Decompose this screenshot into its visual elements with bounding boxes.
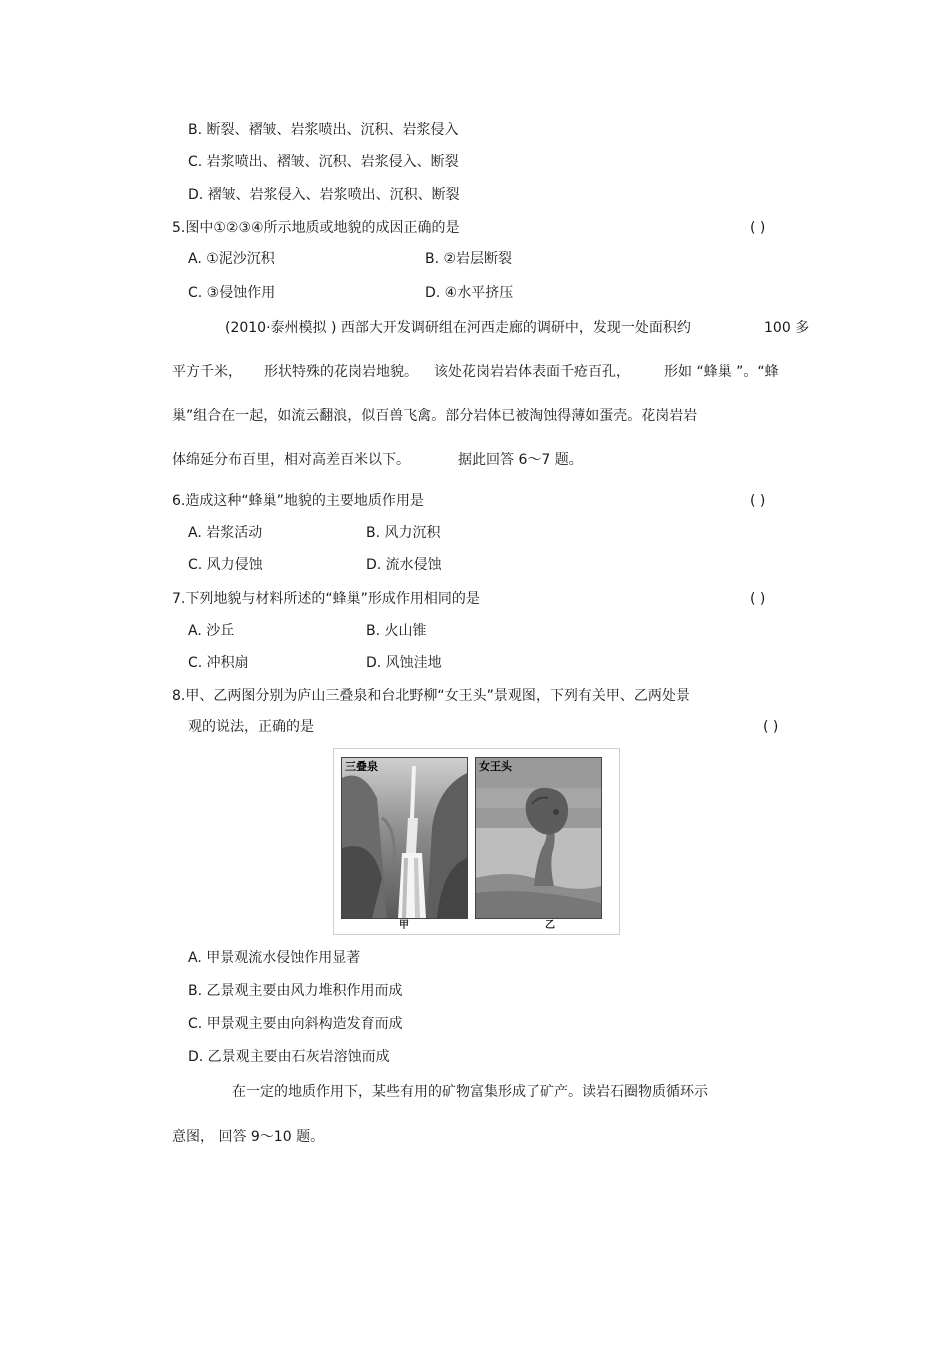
queen-head-photo: [475, 757, 602, 919]
passage2-line2: 意图， 回答 9～10 题。: [172, 1129, 325, 1145]
waterfall-image: [342, 758, 467, 918]
q5-stem: 5.图中①②③④所示地质或地貌的成因正确的是: [172, 220, 460, 236]
passage1-line1b: 100 多: [764, 320, 810, 336]
q4-option-d: D. 褶皱、岩浆侵入、岩浆喷出、沉积、断裂: [188, 187, 460, 203]
q6-option-b: B. 风力沉积: [366, 525, 441, 541]
q4-option-c: C. 岩浆喷出、褶皱、沉积、岩浆侵入、断裂: [188, 154, 459, 170]
q7-option-d: D. 风蚀洼地: [366, 655, 442, 671]
q8-option-a: A. 甲景观流水侵蚀作用显著: [188, 950, 361, 966]
q4-option-b: B. 断裂、褶皱、岩浆喷出、沉积、岩浆侵入: [188, 122, 459, 138]
q8-stem-line1: 8.甲、乙两图分别为庐山三叠泉和台北野柳“女王头”景观图，下列有关甲、乙两处景: [172, 688, 690, 704]
passage1-line2a: 平方千米，: [172, 364, 242, 380]
passage1-line1a: (2010·泰州模拟 ) 西部大开发调研组在河西走廊的调研中，发现一处面积约: [225, 320, 691, 336]
passage1-line2b: 形状特殊的花岗岩地貌。: [264, 364, 418, 380]
passage1-line4a: 体绵延分布百里，相对高差百米以下。: [172, 452, 410, 468]
q5-option-d: D. ④水平挤压: [425, 285, 514, 301]
queen-head-image: [476, 758, 601, 918]
q8-option-d: D. 乙景观主要由石灰岩溶蚀而成: [188, 1049, 390, 1065]
left-photo-title: 三叠泉: [345, 760, 378, 773]
q6-option-d: D. 流水侵蚀: [366, 557, 442, 573]
q5-option-c: C. ③侵蚀作用: [188, 285, 276, 301]
right-caption: 乙: [545, 920, 555, 931]
passage1-line2d: 形如 “蜂巢 ”。“蜂: [664, 364, 779, 380]
q5-option-b: B. ②岩层断裂: [425, 251, 513, 267]
q5-option-a: A. ①泥沙沉积: [188, 251, 275, 267]
q7-stem: 7.下列地貌与材料所述的“蜂巢”形成作用相同的是: [172, 591, 480, 607]
q5-answer-paren: ( ): [750, 220, 766, 236]
passage2-line1: 在一定的地质作用下，某些有用的矿物富集形成了矿产。读岩石圈物质循环示: [232, 1084, 708, 1100]
q6-option-a: A. 岩浆活动: [188, 525, 263, 541]
q6-answer-paren: ( ): [750, 493, 766, 509]
q7-answer-paren: ( ): [750, 591, 766, 607]
q8-stem-line2: 观的说法，正确的是: [188, 719, 314, 735]
q7-option-c: C. 冲积扇: [188, 655, 249, 671]
right-photo-title: 女王头: [479, 760, 512, 773]
waterfall-photo: [341, 757, 468, 919]
q7-option-a: A. 沙丘: [188, 623, 235, 639]
q8-option-c: C. 甲景观主要由向斜构造发育而成: [188, 1016, 403, 1032]
landscape-figure: [333, 748, 620, 935]
q8-answer-paren: ( ): [763, 719, 779, 735]
passage1-line2c: 该处花岗岩岩体表面千疮百孔，: [434, 364, 630, 380]
passage1-line4b: 据此回答 6～7 题。: [458, 452, 583, 468]
q7-option-b: B. 火山锥: [366, 623, 427, 639]
passage1-line3: 巢”组合在一起，如流云翻浪，似百兽飞禽。部分岩体已被淘蚀得薄如蛋壳。花岗岩岩: [172, 408, 698, 424]
left-caption: 甲: [399, 920, 409, 931]
q6-option-c: C. 风力侵蚀: [188, 557, 263, 573]
q6-stem: 6.造成这种“蜂巢”地貌的主要地质作用是: [172, 493, 424, 509]
q8-option-b: B. 乙景观主要由风力堆积作用而成: [188, 983, 403, 999]
